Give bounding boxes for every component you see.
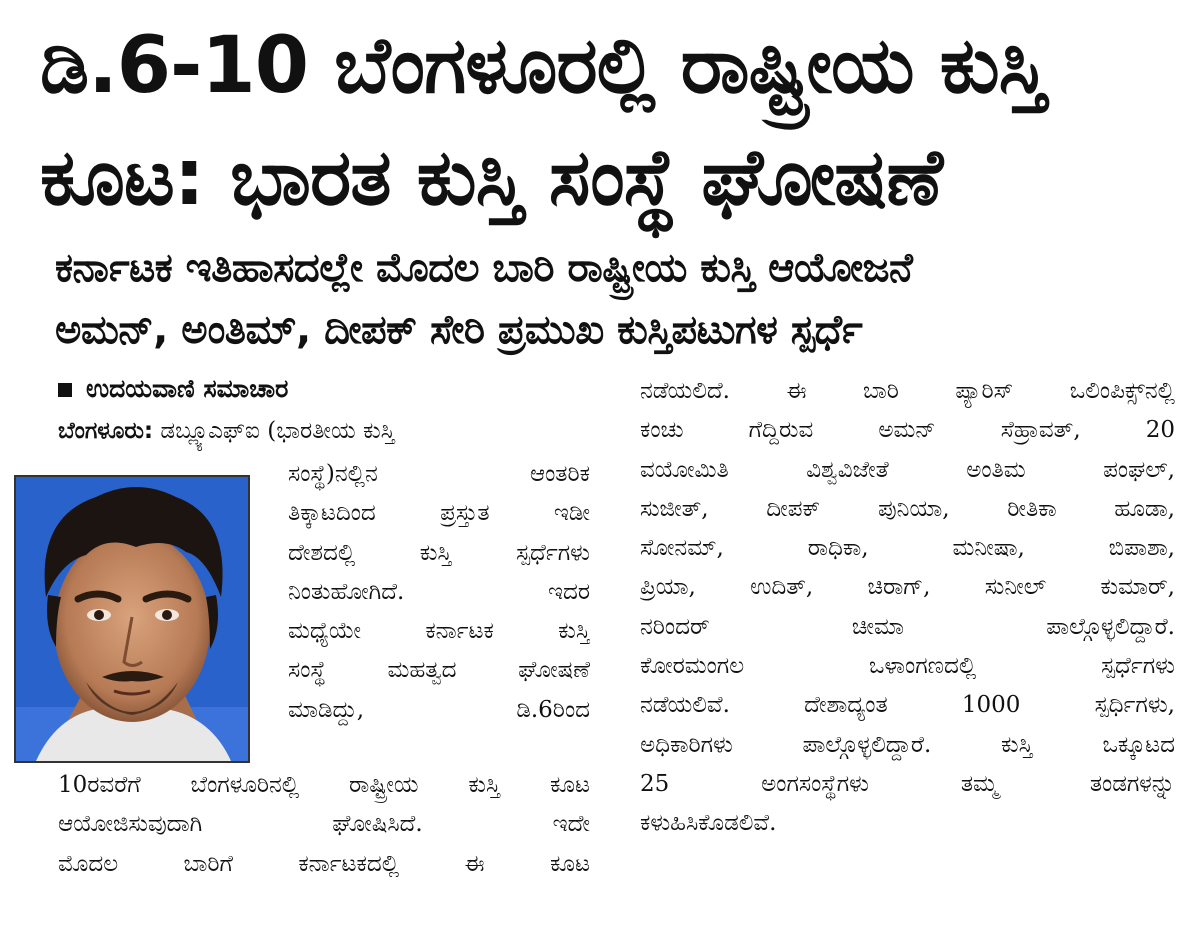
article-line: ಮಾಡಿದ್ದು, ಡಿ.6ರಿಂದ (288, 696, 590, 723)
article-line: ನಿಂತುಹೋಗಿದೆ. ಇದರ (288, 578, 590, 605)
article-first-line (58, 412, 590, 451)
article-line: ನರಿಂದರ್ ಚೀಮಾ ಪಾಲ್ಗೊಳ್ಳಲಿದ್ದಾರೆ. (640, 613, 1175, 640)
byline (58, 372, 288, 406)
article-line: ಪ್ರಿಯಾ, ಉದಿತ್, ಚಿರಾಗ್, ಸುನೀಲ್ ಕುಮಾರ್, (640, 574, 1175, 601)
article-line: ಅಧಿಕಾರಿಗಳು ಪಾಲ್ಗೊಳ್ಳಲಿದ್ದಾರೆ. ಕುಸ್ತಿ ಒಕ್ಕೂಟದ (640, 731, 1175, 758)
article-line: 10ರವರೆಗೆ ಬೆಂಗಳೂರಿನಲ್ಲಿ ರಾಷ್ಟ್ರೀಯ ಕುಸ್ತಿ ಕೂಟ (58, 772, 590, 798)
headline-line-1: ಡಿ.6-10 ಬೆಂಗಳೂರಲ್ಲಿ ರಾಷ್ಟ್ರೀಯ ಕುಸ್ತಿ (40, 21, 1046, 111)
article-line: ಸಂಸ್ಥೆ ಮಹತ್ವದ ಘೋಷಣೆ (288, 657, 590, 684)
article-line: ಮೊದಲ ಬಾರಿಗೆ ಕರ್ನಾಟಕದಲ್ಲಿ ಈ ಕೂಟ (58, 850, 590, 877)
article-column-1-wrap (288, 455, 590, 730)
article-first-line-text: ಡಬ್ಲ್ಯೂಎಫ್ಐ (ಭಾರತೀಯ ಕುಸ್ತಿ (153, 418, 395, 444)
article-column-1-bottom (58, 766, 590, 884)
article-line: ಆಯೋಜಿಸುವುದಾಗಿ ಘೋಷಿಸಿದೆ. ಇದೇ (58, 811, 590, 838)
byline-text: ಉದಯವಾಣಿ ಸಮಾಚಾರ (86, 374, 289, 403)
article-line: ಸೋನಮ್, ರಾಧಿಕಾ, ಮನೀಷಾ, ಬಿಪಾಶಾ, (640, 535, 1175, 562)
article-line: ಮಧ್ಯೆಯೇ ಕರ್ನಾಟಕ ಕುಸ್ತಿ (288, 618, 590, 645)
article-line: ಕಂಚು ಗೆದ್ದಿರುವ ಅಮನ್ ಸೆಹ್ರಾವತ್, 20 (640, 417, 1175, 444)
article-column-1-top (58, 412, 590, 451)
article-line: ಕೋರಮಂಗಲ ಒಳಾಂಗಣದಲ್ಲಿ ಸ್ಪರ್ಧೆಗಳು (640, 653, 1175, 680)
article-line: ಕಳುಹಿಸಿಕೊಡಲಿವೆ. (640, 810, 777, 837)
wrestler-portrait-image (16, 477, 248, 761)
subhead-line-2: ಅಮನ್, ಅಂತಿಮ್, ದೀಪಕ್ ಸೇರಿ ಪ್ರಮುಖ ಕುಸ್ತಿಪಟುಗಳ ಸ್ಪರ್ಧೆ (55, 307, 863, 353)
article-column-2 (640, 372, 1175, 844)
wrestler-photo (14, 475, 250, 763)
article-line: 25 ಅಂಗಸಂಸ್ಥೆಗಳು ತಮ್ಮ ತಂಡಗಳನ್ನು (640, 770, 1175, 797)
subhead-line-1: ಕರ್ನಾಟಕ ಇತಿಹಾಸದಲ್ಲೇ ಮೊದಲ ಬಾರಿ ರಾಷ್ಟ್ರೀಯ ಕುಸ್ತಿ ಆಯೋಜನೆ (55, 245, 913, 291)
article-line: ನಡೆಯಲಿವೆ. ದೇಶಾದ್ಯಂತ 1000 ಸ್ಪರ್ಧಿಗಳು, (640, 692, 1175, 719)
headline-line-2: ಕೂಟ: ಭಾರತ ಕುಸ್ತಿ ಸಂಸ್ಥೆ ಘೋಷಣೆ (40, 133, 943, 223)
article-line: ತಿಕ್ಕಾಟದಿಂದ ಪ್ರಸ್ತುತ ಇಡೀ (288, 500, 590, 527)
article-line: ಸಂಸ್ಥೆ)ನಲ್ಲಿನ ಆಂತರಿಕ (288, 461, 590, 487)
dateline: ಬೆಂಗಳೂರು: (58, 418, 154, 444)
bullet-square-icon (58, 383, 72, 397)
article-line: ವಯೋಮಿತಿ ವಿಶ್ವವಿಜೇತೆ ಅಂತಿಮ ಪಂಘಲ್, (640, 456, 1175, 483)
article-line: ದೇಶದಲ್ಲಿ ಕುಸ್ತಿ ಸ್ಪರ್ಧೆಗಳು (288, 539, 590, 566)
article-line: ಸುಜೀತ್, ದೀಪಕ್ ಪುನಿಯಾ, ರೀತಿಕಾ ಹೂಡಾ, (640, 495, 1175, 522)
article-line: ನಡೆಯಲಿದೆ. ಈ ಬಾರಿ ಪ್ಯಾರಿಸ್ ಒಲಿಂಪಿಕ್ಸ್‌ನಲ್ಲಿ (640, 378, 1175, 404)
